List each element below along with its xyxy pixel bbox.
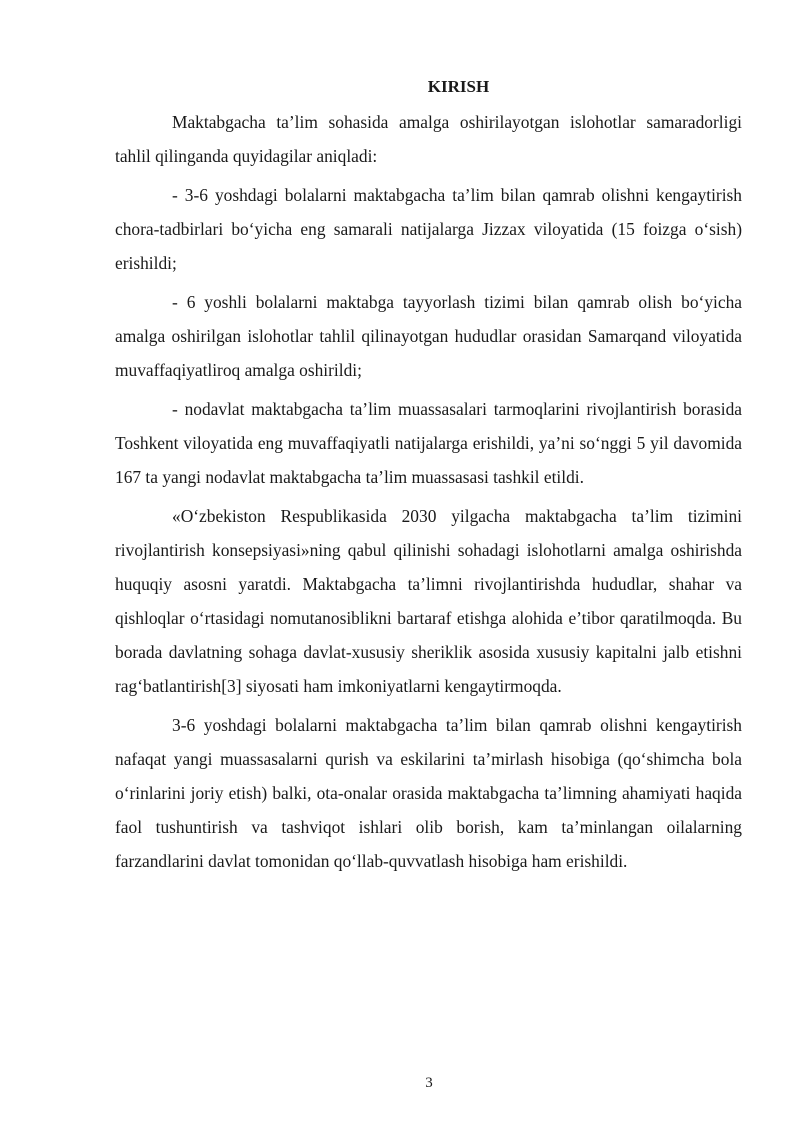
page-number: 3 bbox=[425, 1075, 433, 1091]
document-page bbox=[115, 74, 742, 883]
paragraph-jizzax: - 3-6 yoshdagi bolalarni maktabgacha ta’lim bilan qamrab olishni kengaytirish chora-tadbirlari bo‘yicha eng samarali natijalarga Jizzax viloyatida (15 foizga o‘sish) erishildi; bbox=[115, 185, 742, 273]
paragraph-intro: Maktabgacha ta’lim sohasida amalga oshirilayotgan islohotlar samaradorligi tahlil qilinganda quyidagilar aniqladi: bbox=[115, 112, 742, 166]
paragraph-toshkent: - nodavlat maktabgacha ta’lim muassasalari tarmoqlarini rivojlantirish borasida Toshkent viloyatida eng muvaffaqiyatli natijalarga erishildi, ya’ni so‘nggi 5 yil davomida 167 ta yangi nodavlat maktabgacha ta’lim muassasasi tashkil etildi. bbox=[115, 399, 742, 487]
section-title: KIRISH bbox=[427, 77, 490, 96]
paragraph-konsepsiya: «O‘zbekiston Respublikasida 2030 yilgacha maktabgacha ta’lim tizimini rivojlantirish konsepsiyasi»ning qabul qilinishi sohadagi islohotlarni amalga oshirishda huquqiy asosni yaratdi. Maktabgacha ta’limni rivojlantirishda hududlar, shahar va qishloqlar o‘rtasidagi nomutanosiblikni bartaraf etishga alohida e’tibor qaratilmoqda. Bu borada davlatning sohaga davlat-xususiy sheriklik asosida xususiy kapitalni jalb etishni rag‘batlantirish[3] siyosati ham imkoniyatlarni kengaytirmoqda. bbox=[115, 506, 742, 696]
paragraph-samarqand: - 6 yoshli bolalarni maktabga tayyorlash tizimi bilan qamrab olish bo‘yicha amalga oshirilgan islohotlar tahlil qilinayotgan hududlar orasidan Samarqand viloyatida muvaffaqiyatliroq amalga oshirildi; bbox=[115, 292, 742, 380]
paragraph-conclusion: 3-6 yoshdagi bolalarni maktabgacha ta’lim bilan qamrab olishni kengaytirish nafaqat yangi muassasalarni qurish va eskilarini ta’mirlash hisobiga (qo‘shimcha bola o‘rinlarini joriy etish) balki, ota-onalar orasida maktabgacha ta’limning ahamiyati haqida faol tushuntirish va tashviqot ishlari olib borish, kam ta’minlangan oilalarning farzandlarini davlat tomonidan qo‘llab-quvvatlash hisobiga ham erishildi. bbox=[115, 715, 742, 871]
